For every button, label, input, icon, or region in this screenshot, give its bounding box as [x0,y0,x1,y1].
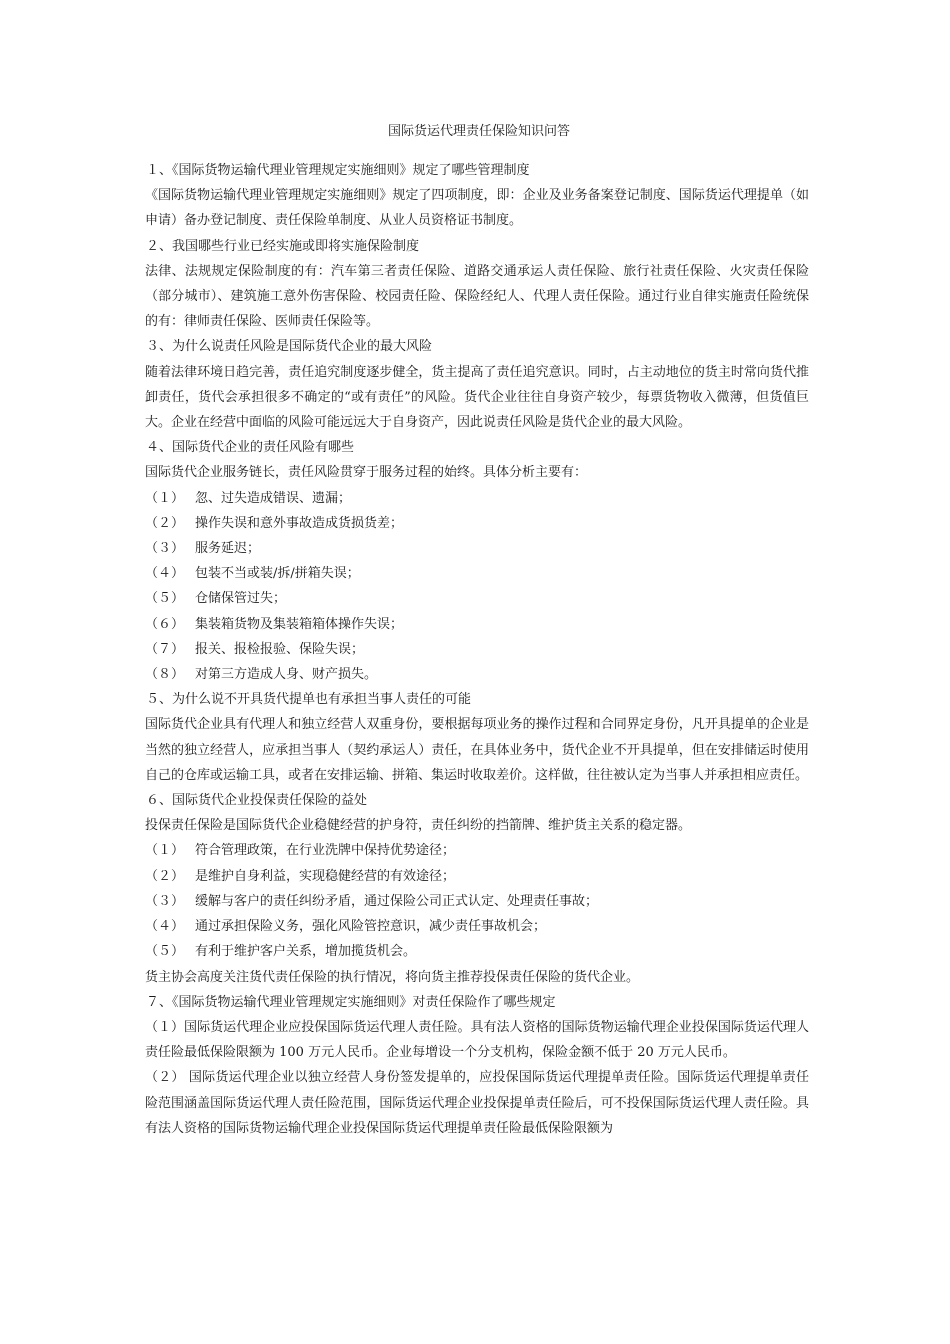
answer-6-intro: 投保责任保险是国际货代企业稳健经营的护身符，责任纠纷的挡箭牌、维护货主关系的稳定器。 [145,818,692,834]
list-item-text: 报关、报检报验、保险失误； [195,641,365,657]
list-item [145,511,809,536]
list-item-text: 集装箱货物及集装箱箱体操作失误； [195,616,404,632]
list-item-number: （１） [145,843,185,859]
document-page [145,119,809,1141]
list-item-number: （８） [145,667,185,683]
answer-2: 法律、法规规定保险制度的有：汽车第三者责任保险、道路交通承运人责任保险、旅行社责任保险、火灾责任保险（部分城市）、建筑施工意外伤害保险、校园责任险、保险经纪人、代理人责任保险。通过行业自律实施责任险统保的有：律师责任保险、医师责任保险等。 [145,263,809,330]
answer-4-intro: 国际货代企业服务链长，责任风险贯穿于服务过程的始终。具体分析主要有： [145,465,588,481]
list-item-text: 仓储保管过失； [195,591,287,607]
list-item-number: （２） [145,868,185,884]
list-item [145,561,809,586]
question-7: ７、《国际货物运输代理业管理规定实施细则》对责任保险作了哪些规定 [146,994,556,1010]
list-item-number: （３） [145,893,185,909]
list-item [145,864,809,889]
list-item [145,637,809,662]
list-item-number: （４） [145,566,185,582]
list-item [145,612,809,637]
list-item [145,662,809,687]
list-item-text: 包装不当或装/拆/拼箱失误； [195,566,360,582]
list-item-number: （３） [145,541,185,557]
answer-5: 国际货代企业具有代理人和独立经营人双重身份，要根据每项业务的操作过程和合同界定身份，凡开具提单的企业是当然的独立经营人，应承担当事人（契约承运人）责任，在具体业务中，货代企业不开具提单，但在安排储运时使用自己的仓库或运输工具，或者在安排运输、拼箱、集运时收取差价。这样做，往往被认定为当事人并承担相应责任。 [145,717,809,783]
document-title: 国际货运代理责任保险知识问答 [387,124,570,139]
question-1: １、《国际货物运输代理业管理规定实施细则》规定了哪些管理制度 [146,163,530,178]
answer-6-outro: 货主协会高度关注货代责任保险的执行情况，将向货主推荐投保责任保险的货代企业。 [145,969,640,985]
list-item-text: 服务延迟； [195,541,261,557]
question-6: ６、国际货代企业投保责任保险的益处 [146,793,368,809]
list-item [145,889,809,914]
list-item-number: （６） [145,616,185,632]
list-item-text: 缓解与客户的责任纠纷矛盾，通过保险公司正式认定、处理责任事故； [195,893,599,909]
list-item-text: 是维护自身利益，实现稳健经营的有效途径； [195,868,456,884]
answer-7-paragraph-2: （２） 国际货运代理企业以独立经营人身份签发提单的，应投保国际货运代理提单责任险。国际货运代理提单责任险范围涵盖国际货运代理人责任险范围，国际货运代理企业投保提单责任险后，可不投保国际货运代理人责任险。具有法人资格的国际货物运输代理企业投保国际货运代理提单责任险最低保险限额为 [145,1070,809,1136]
question-3: ３、为什么说责任风险是国际货代企业的最大风险 [146,339,433,355]
list-item [145,586,809,611]
list-item [145,486,809,511]
answer-1: 《国际货物运输代理业管理规定实施细则》规定了四项制度，即：企业及业务备案登记制度、国际货运代理提单（如申请）备办登记制度、责任保险单制度、从业人员资格证书制度。 [145,188,809,229]
list-item [145,939,809,964]
question-2: ２、我国哪些行业已经实施或即将实施保险制度 [146,238,420,254]
document-body [145,158,809,1141]
list-item-number: （４） [145,919,185,935]
list-item [145,838,809,863]
answer-3: 随着法律环境日趋完善，责任追究制度逐步健全，货主提高了责任追究意识。同时，占主动地位的货主时常向货代推卸责任，货代会承担很多不确定的“或有责任”的风险。货代企业往往自身资产较少，每票货物收入微薄，但货值巨大。企业在经营中面临的风险可能远远大于自身资产，因此说责任风险是货代企业的最大风险。 [145,364,809,431]
list-item [145,536,809,561]
answer-7-paragraph-1: （１）国际货运代理企业应投保国际货运代理人责任险。具有法人资格的国际货物运输代理企业投保国际货运代理人责任险最低保险限额为 100 万元人民币。企业每增设一个分支机构，保险金额不低于 20 万元人民币。 [145,1019,809,1061]
list-item-number: （７） [145,641,185,657]
list-item [145,914,809,939]
list-item-number: （１） [145,490,185,506]
list-item-text: 有利于维护客户关系，增加揽货机会。 [195,944,417,960]
list-item-text: 通过承担保险义务，强化风险管控意识，减少责任事故机会； [195,919,547,935]
list-item-number: （５） [145,944,185,960]
list-item-text: 忽、过失造成错误、遗漏； [195,490,352,506]
question-5: ５、为什么说不开具货代提单也有承担当事人责任的可能 [146,692,472,708]
question-4: ４、国际货代企业的责任风险有哪些 [146,440,355,456]
list-item-number: （５） [145,591,185,607]
list-item-number: （２） [145,515,185,531]
list-item-text: 操作失误和意外事故造成货损货差； [195,515,404,531]
list-item-text: 对第三方造成人身、财产损失。 [195,667,378,683]
list-item-text: 符合管理政策，在行业洗牌中保持优势途径； [195,843,456,859]
